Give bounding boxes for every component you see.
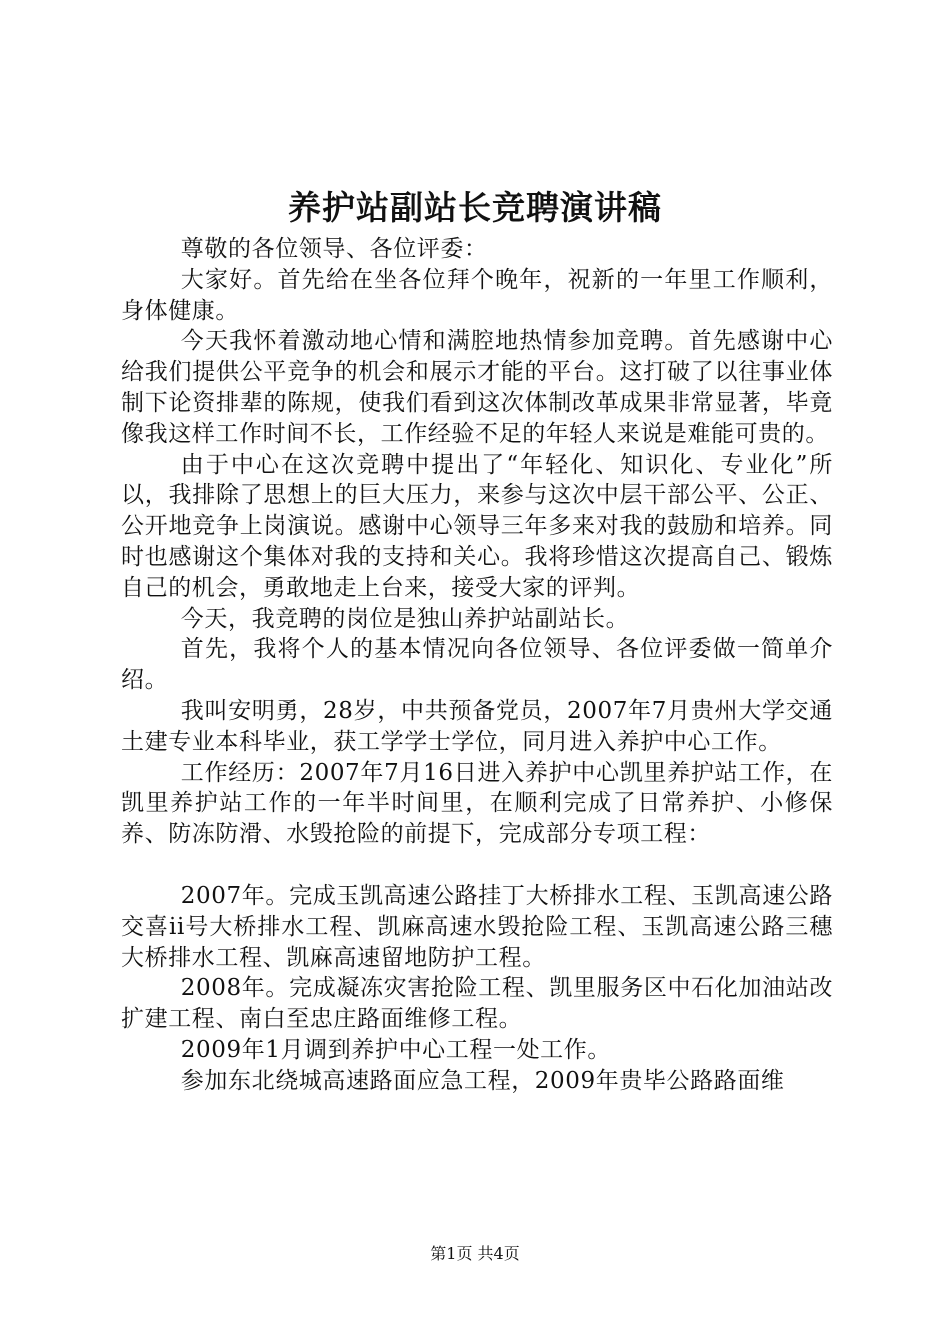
document-body: [121, 234, 833, 1097]
paragraph-2009-transfer: 2009年1月调到养护中心工程一处工作。: [180, 1036, 611, 1063]
paragraph-personal-info: 我叫安明勇，28岁，中共预备党员，2007年7月贵州大学交通土建专业本科毕业，获工学学士学位，同月进入养护中心工作。: [121, 697, 833, 755]
paragraph-intro: 首先，我将个人的基本情况向各位领导、各位评委做一简单介绍。: [121, 636, 833, 694]
paragraph-2007: 2007年。完成玉凯高速公路挂丁大桥排水工程、玉凯高速公路交喜ii号大桥排水工程、凯麻高速水毁抢险工程、玉凯高速公路三穗大桥排水工程、凯麻高速留地防护工程。: [121, 882, 833, 971]
paragraph-thanks: 今天我怀着激动地心情和满腔地热情参加竞聘。首先感谢中心给我们提供公平竞争的机会和展示才能的平台。这打破了以往事业体制下论资排辈的陈规，使我们看到这次体制改革成果非常显著，毕竟像我这样工作时间不长，工作经验不足的年轻人来说是难能可贵的。: [121, 328, 833, 447]
paragraph-work-experience: 工作经历：2007年7月16日进入养护中心凯里养护站工作，在凯里养护站工作的一年半时间里，在顺利完成了日常养护、小修保养、防冻防滑、水毁抢险的前提下，完成部分专项工程：: [121, 759, 833, 848]
paragraph-salutation: 尊敬的各位领导、各位评委：: [180, 236, 488, 262]
page-number: 第1页 共4页: [430, 1244, 520, 1263]
paragraph-motivation: 由于中心在这次竞聘中提出了“年轻化、知识化、专业化”所以，我排除了思想上的巨大压力，来参与这次中层干部公平、公正、公开地竞争上岗演说。感谢中心领导三年多来对我的鼓励和培养。同时也感谢这个集体对我的支持和关心。我将珍惜这次提高自己、锻炼自己的机会，勇敢地走上台来，接受大家的评判。: [121, 451, 833, 601]
paragraph-position: 今天，我竞聘的岗位是独山养护站副站长。: [180, 605, 630, 632]
document-title: 养护站副站长竞聘演讲稿: [288, 188, 662, 227]
paragraph-projects: 参加东北绕城高速路面应急工程，2009年贵毕公路路面维: [180, 1067, 785, 1094]
paragraph-2008: 2008年。完成凝冻灾害抢险工程、凯里服务区中石化加油站改扩建工程、南白至忠庄路面维修工程。: [121, 975, 833, 1033]
paragraph-greeting: 大家好。首先给在坐各位拜个晚年，祝新的一年里工作顺利，身体健康。: [121, 266, 833, 324]
